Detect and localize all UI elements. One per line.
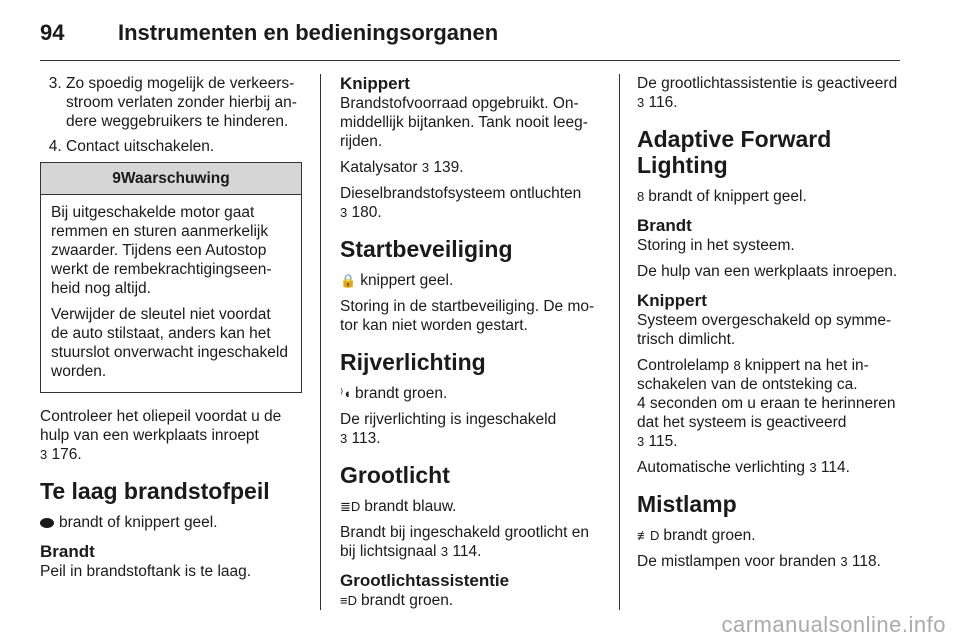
ref-arrow-icon: 3 bbox=[421, 160, 430, 175]
page-ref: 176. bbox=[51, 446, 82, 463]
auto-lighting-ref: Automatische verlichting 3 114. bbox=[637, 459, 850, 476]
fog-indicator: ≢D brandt groen. bbox=[637, 527, 756, 544]
highbeam-assist-indicator: ≡D brandt groen. bbox=[340, 592, 454, 609]
watermark: carmanualsonline.info bbox=[721, 612, 946, 637]
warning-title: Waarschuwing bbox=[120, 170, 230, 187]
brandt-text: Peil in brandstoftank is te laag. bbox=[40, 563, 252, 580]
column-divider-1 bbox=[320, 74, 321, 610]
ref-arrow-icon: 3 bbox=[340, 205, 348, 220]
afl-icon: 8 bbox=[733, 358, 741, 373]
steps-list bbox=[40, 74, 302, 156]
ref-arrow-icon: 3 bbox=[840, 554, 848, 569]
sidelight-icon: ⁾◖ bbox=[340, 386, 352, 401]
mistlamp-heading: Mistlamp bbox=[637, 491, 737, 517]
highbeam-icon: ≣D bbox=[340, 499, 361, 514]
afl-icon: 8 bbox=[637, 189, 645, 204]
list-item: 3. Zo spoedig mogelijk de verkeersstroom verlaten zonder hierbij andere weggebruikers te hinderen. bbox=[66, 74, 302, 131]
gla-text: De grootlichtassistentie is geactiveerd 3 116. bbox=[637, 75, 898, 111]
column-divider-2 bbox=[619, 74, 620, 610]
rijverlichting-text: De rijverlichting is ingeschakeld 3 113. bbox=[340, 411, 557, 447]
fuel-lamp-icon bbox=[40, 518, 54, 528]
grootlicht-heading: Grootlicht bbox=[340, 462, 450, 488]
diesel-ref: Dieselbrandstofsysteem ontluchten 3 180. bbox=[340, 185, 582, 221]
rijverlichting-heading: Rijverlichting bbox=[340, 349, 486, 375]
page-number: 94 bbox=[40, 20, 65, 45]
startbeveiliging-text: Storing in de startbeveiliging. De motor kan niet worden gestart. bbox=[340, 298, 595, 334]
page-title: Instrumenten en bedieningsorganen bbox=[118, 20, 499, 45]
ref-arrow-icon: 3 bbox=[809, 460, 817, 475]
startbeveiliging-heading: Startbeveiliging bbox=[340, 236, 513, 262]
ref-arrow-icon: 3 bbox=[440, 544, 449, 559]
knippert-heading: Knippert bbox=[340, 74, 410, 93]
column-1 bbox=[40, 74, 302, 588]
katalysator-ref: Katalysator 3 139. bbox=[340, 159, 464, 176]
warning-box bbox=[40, 162, 302, 393]
ref-arrow-icon: 3 bbox=[340, 431, 348, 446]
fuel-heading: Te laag brandstofpeil bbox=[40, 478, 270, 504]
warning-paragraph-2: Verwijder de sleutel niet voordat de auto stilstaat, anders kan het stuurslot onverwacht ingeschakeld worden. bbox=[51, 306, 288, 380]
warning-body bbox=[41, 195, 301, 392]
afl-brandt-text-1: Storing in het systeem. bbox=[637, 237, 795, 254]
ref-arrow-icon: 3 bbox=[637, 434, 645, 449]
page-header bbox=[40, 14, 912, 54]
sidelight-indicator: ⁾◖ brandt groen. bbox=[340, 385, 448, 402]
afl-knippert-heading: Knippert bbox=[637, 291, 707, 310]
warning-paragraph-1: Bij uitgeschakelde motor gaat remmen en sturen aanmerkelijk zwaarder. Tijdens een Autostop werkt de rembekrachtigingseenheid nog altijd. bbox=[51, 204, 272, 297]
ref-arrow-icon: 3 bbox=[40, 447, 48, 462]
immobilizer-icon: 🔒 bbox=[340, 273, 357, 288]
brandt-heading: Brandt bbox=[40, 542, 95, 561]
list-item: 4. Contact uitschakelen. bbox=[66, 137, 302, 156]
knippert-text: Brandstofvoorraad opgebruikt. Onmiddellijk bijtanken. Tank nooit leegrijden. bbox=[340, 95, 588, 150]
column-2 bbox=[340, 74, 602, 617]
oil-paragraph: Controleer het oliepeil voordat u de hulp van een werkplaats inroept 3 176. bbox=[40, 408, 282, 463]
grootlichtassistentie-heading: Grootlichtassistentie bbox=[340, 571, 510, 590]
mistlamp-text: De mistlampen voor branden 3 118. bbox=[637, 553, 881, 570]
fuel-indicator: brandt of knippert geel. bbox=[40, 513, 302, 532]
fog-lamp-icon: ≢D bbox=[637, 528, 660, 543]
header-divider bbox=[40, 60, 900, 61]
afl-knippert-text-1: Systeem overgeschakeld op symmetrisch dimlicht. bbox=[637, 312, 892, 348]
afl-heading: Adaptive Forward Lighting bbox=[637, 126, 832, 178]
column-3 bbox=[637, 74, 899, 578]
ref-arrow-icon: 3 bbox=[637, 95, 645, 110]
warning-header bbox=[41, 163, 301, 195]
afl-brandt-text-2: De hulp van een werkplaats inroepen. bbox=[637, 263, 898, 280]
highbeam-assist-icon: ≡D bbox=[340, 593, 357, 608]
warning-icon: 9 bbox=[112, 170, 121, 187]
grootlicht-text: Brandt bij ingeschakeld grootlicht en bij lichtsignaal 3 114. bbox=[340, 524, 590, 560]
immobilizer-indicator: 🔒 knippert geel. bbox=[340, 272, 454, 289]
afl-knippert-text-2: Controlelamp 8 knippert na het inschakelen van de ontsteking ca. 4 seconden om u eraan te herinneren dat het systeem is geactiveerd 3 115. bbox=[637, 357, 896, 450]
highbeam-indicator: ≣D brandt blauw. bbox=[340, 498, 457, 515]
afl-indicator: 8 brandt of knippert geel. bbox=[637, 188, 807, 205]
afl-brandt-heading: Brandt bbox=[637, 216, 692, 235]
